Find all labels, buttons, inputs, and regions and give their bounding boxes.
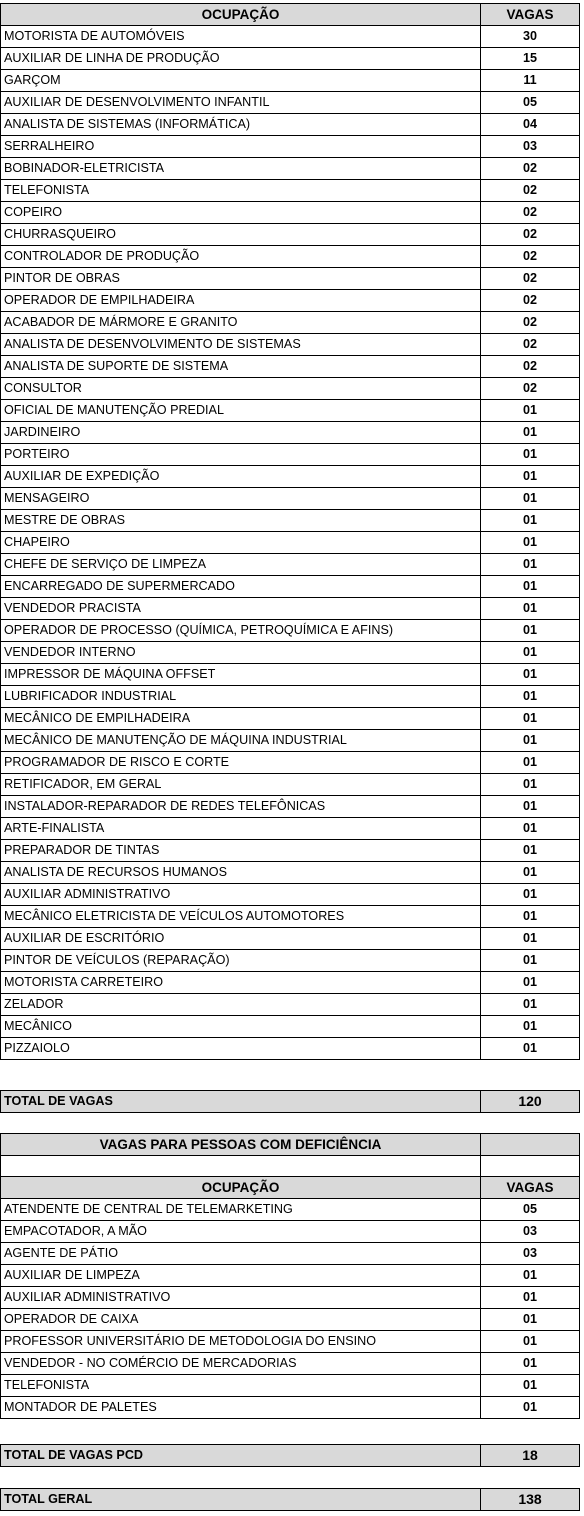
occupation-cell: MECÂNICO ELETRICISTA DE VEÍCULOS AUTOMOTORES	[1, 906, 481, 928]
vacancies-cell: 15	[481, 48, 580, 70]
vacancies-cell: 01	[481, 466, 580, 488]
occupation-cell: MECÂNICO	[1, 1016, 481, 1038]
table-row	[1, 664, 580, 686]
total-pcd-row	[1, 1445, 580, 1467]
table-row	[1, 246, 580, 268]
occupation-cell: PINTOR DE OBRAS	[1, 268, 481, 290]
vacancies-cell: 02	[481, 246, 580, 268]
occupation-cell: MOTORISTA CARRETEIRO	[1, 972, 481, 994]
vacancies-cell: 01	[481, 972, 580, 994]
vacancies-cell: 01	[481, 708, 580, 730]
table-row	[1, 972, 580, 994]
vacancies-cell: 02	[481, 158, 580, 180]
vacancies-cell: 01	[481, 422, 580, 444]
vacancies-cell: 01	[481, 620, 580, 642]
table-row	[1, 488, 580, 510]
occupation-cell: EMPACOTADOR, A MÃO	[1, 1221, 481, 1243]
table-row	[1, 884, 580, 906]
occupation-cell: AUXILIAR ADMINISTRATIVO	[1, 884, 481, 906]
vacancies-cell: 03	[481, 136, 580, 158]
occupation-cell: CHEFE DE SERVIÇO DE LIMPEZA	[1, 554, 481, 576]
occupation-cell: VENDEDOR PRACISTA	[1, 598, 481, 620]
occupation-cell: ANALISTA DE DESENVOLVIMENTO DE SISTEMAS	[1, 334, 481, 356]
vacancies-cell: 30	[481, 26, 580, 48]
table-row	[1, 532, 580, 554]
blank-cell	[481, 1156, 580, 1177]
occupation-cell: CONTROLADOR DE PRODUÇÃO	[1, 246, 481, 268]
vacancies-cell: 01	[481, 796, 580, 818]
occupation-cell: MONTADOR DE PALETES	[1, 1397, 481, 1419]
table-row	[1, 136, 580, 158]
table-row	[1, 444, 580, 466]
table-row	[1, 400, 580, 422]
occupation-cell: AUXILIAR DE EXPEDIÇÃO	[1, 466, 481, 488]
occupation-cell: OPERADOR DE CAIXA	[1, 1309, 481, 1331]
vacancies-cell: 02	[481, 312, 580, 334]
total-pcd-table	[0, 1444, 580, 1467]
table-row	[1, 1375, 580, 1397]
grand-total-value: 138	[481, 1489, 580, 1511]
vacancies-cell: 01	[481, 884, 580, 906]
table-row	[1, 290, 580, 312]
pcd-title-empty-cell	[481, 1134, 580, 1156]
pcd-blank-row	[1, 1156, 580, 1177]
vacancies-cell: 01	[481, 532, 580, 554]
occupation-cell: PIZZAIOLO	[1, 1038, 481, 1060]
table-row	[1, 752, 580, 774]
occupation-cell: ATENDENTE DE CENTRAL DE TELEMARKETING	[1, 1199, 481, 1221]
vacancies-cell: 01	[481, 1309, 580, 1331]
grand-total-table	[0, 1488, 580, 1511]
table-row	[1, 994, 580, 1016]
occupation-cell: ACABADOR DE MÁRMORE E GRANITO	[1, 312, 481, 334]
table-row	[1, 620, 580, 642]
pcd-vacancies-table	[0, 1133, 580, 1419]
occupation-cell: CHURRASQUEIRO	[1, 224, 481, 246]
table-header-row	[1, 4, 580, 26]
table-row	[1, 158, 580, 180]
occupation-cell: INSTALADOR-REPARADOR DE REDES TELEFÔNICAS	[1, 796, 481, 818]
occupation-cell: BOBINADOR-ELETRICISTA	[1, 158, 481, 180]
vacancies-cell: 01	[481, 642, 580, 664]
table-row	[1, 1243, 580, 1265]
occupation-cell: PROGRAMADOR DE RISCO E CORTE	[1, 752, 481, 774]
vacancies-cell: 01	[481, 752, 580, 774]
table-row	[1, 1353, 580, 1375]
occupation-cell: TELEFONISTA	[1, 180, 481, 202]
vacancies-cell: 01	[481, 774, 580, 796]
table-row	[1, 1038, 580, 1060]
vacancies-cell: 01	[481, 906, 580, 928]
vacancies-cell: 01	[481, 1287, 580, 1309]
table-row	[1, 1221, 580, 1243]
total-vacancies-row	[1, 1091, 580, 1113]
occupation-cell: SERRALHEIRO	[1, 136, 481, 158]
occupation-cell: OPERADOR DE EMPILHADEIRA	[1, 290, 481, 312]
vacancies-cell: 01	[481, 598, 580, 620]
vacancies-cell: 04	[481, 114, 580, 136]
vacancies-cell: 02	[481, 268, 580, 290]
occupation-cell: ARTE-FINALISTA	[1, 818, 481, 840]
table-row	[1, 906, 580, 928]
vacancies-cell: 01	[481, 510, 580, 532]
table-row	[1, 774, 580, 796]
vacancies-cell: 02	[481, 334, 580, 356]
occupation-cell: OFICIAL DE MANUTENÇÃO PREDIAL	[1, 400, 481, 422]
table-row	[1, 950, 580, 972]
total-vacancies-label: TOTAL DE VAGAS	[1, 1091, 481, 1113]
pcd-title: VAGAS PARA PESSOAS COM DEFICIÊNCIA	[1, 1134, 481, 1156]
table-row	[1, 598, 580, 620]
occupation-cell: OPERADOR DE PROCESSO (QUÍMICA, PETROQUÍMICA E AFINS)	[1, 620, 481, 642]
vacancies-cell: 01	[481, 400, 580, 422]
vacancies-cell: 01	[481, 1016, 580, 1038]
table-row	[1, 114, 580, 136]
occupation-cell: AUXILIAR DE DESENVOLVIMENTO INFANTIL	[1, 92, 481, 114]
vacancies-cell: 01	[481, 664, 580, 686]
vacancies-cell: 01	[481, 950, 580, 972]
occupation-cell: IMPRESSOR DE MÁQUINA OFFSET	[1, 664, 481, 686]
occupation-cell: AUXILIAR DE LINHA DE PRODUÇÃO	[1, 48, 481, 70]
table-row	[1, 356, 580, 378]
table-row	[1, 422, 580, 444]
table-row	[1, 928, 580, 950]
occupation-cell: ANALISTA DE SISTEMAS (INFORMÁTICA)	[1, 114, 481, 136]
occupation-cell: AGENTE DE PÁTIO	[1, 1243, 481, 1265]
occupation-cell: MOTORISTA DE AUTOMÓVEIS	[1, 26, 481, 48]
table-row	[1, 466, 580, 488]
vacancies-cell: 01	[481, 554, 580, 576]
occupation-cell: VENDEDOR - NO COMÉRCIO DE MERCADORIAS	[1, 1353, 481, 1375]
table-row	[1, 202, 580, 224]
table-row	[1, 862, 580, 884]
vacancies-cell: 01	[481, 444, 580, 466]
vacancies-cell: 01	[481, 818, 580, 840]
table-row	[1, 818, 580, 840]
occupation-cell: CHAPEIRO	[1, 532, 481, 554]
table-row	[1, 224, 580, 246]
total-pcd-label: TOTAL DE VAGAS PCD	[1, 1445, 481, 1467]
occupation-cell: VENDEDOR INTERNO	[1, 642, 481, 664]
occupation-cell: ANALISTA DE SUPORTE DE SISTEMA	[1, 356, 481, 378]
vacancies-table	[0, 3, 580, 1060]
table-row	[1, 48, 580, 70]
vacancies-cell: 02	[481, 224, 580, 246]
table-row	[1, 334, 580, 356]
occupation-cell: MECÂNICO DE MANUTENÇÃO DE MÁQUINA INDUSTRIAL	[1, 730, 481, 752]
vacancies-cell: 01	[481, 1397, 580, 1419]
vacancies-cell: 03	[481, 1243, 580, 1265]
vacancies-cell: 02	[481, 290, 580, 312]
table-row	[1, 1287, 580, 1309]
vacancies-cell: 02	[481, 378, 580, 400]
occupation-cell: AUXILIAR ADMINISTRATIVO	[1, 1287, 481, 1309]
table-row	[1, 1199, 580, 1221]
occupation-cell: ZELADOR	[1, 994, 481, 1016]
table-row	[1, 378, 580, 400]
occupation-cell: PREPARADOR DE TINTAS	[1, 840, 481, 862]
vacancies-cell: 02	[481, 356, 580, 378]
occupation-cell: PORTEIRO	[1, 444, 481, 466]
occupation-cell: TELEFONISTA	[1, 1375, 481, 1397]
vacancies-cell: 01	[481, 862, 580, 884]
vacancies-cell: 02	[481, 202, 580, 224]
total-vacancies-value: 120	[481, 1091, 580, 1113]
occupation-cell: AUXILIAR DE LIMPEZA	[1, 1265, 481, 1287]
occupation-cell: LUBRIFICADOR INDUSTRIAL	[1, 686, 481, 708]
occupation-cell: MESTRE DE OBRAS	[1, 510, 481, 532]
table-row	[1, 1016, 580, 1038]
vacancies-cell: 01	[481, 686, 580, 708]
vacancies-cell: 01	[481, 488, 580, 510]
table-row	[1, 1309, 580, 1331]
vacancies-cell: 01	[481, 1265, 580, 1287]
vacancies-cell: 01	[481, 730, 580, 752]
table-row	[1, 312, 580, 334]
table-row	[1, 1397, 580, 1419]
vacancies-cell: 05	[481, 1199, 580, 1221]
pcd-title-row	[1, 1134, 580, 1156]
occupation-cell: RETIFICADOR, EM GERAL	[1, 774, 481, 796]
grand-total-label: TOTAL GERAL	[1, 1489, 481, 1511]
vacancies-column-header: VAGAS	[481, 4, 580, 26]
vacancies-cell: 01	[481, 576, 580, 598]
table-row	[1, 180, 580, 202]
occupation-column-header: OCUPAÇÃO	[1, 4, 481, 26]
table-row	[1, 1331, 580, 1353]
table-row	[1, 796, 580, 818]
blank-cell	[1, 1156, 481, 1177]
occupation-cell: MECÂNICO DE EMPILHADEIRA	[1, 708, 481, 730]
table-row	[1, 686, 580, 708]
table-row	[1, 510, 580, 532]
vacancies-cell: 01	[481, 994, 580, 1016]
occupation-cell: JARDINEIRO	[1, 422, 481, 444]
occupation-cell: AUXILIAR DE ESCRITÓRIO	[1, 928, 481, 950]
occupation-cell: ANALISTA DE RECURSOS HUMANOS	[1, 862, 481, 884]
table-row	[1, 840, 580, 862]
vacancies-cell: 01	[481, 840, 580, 862]
pcd-header-row	[1, 1177, 580, 1199]
table-row	[1, 642, 580, 664]
grand-total-row	[1, 1489, 580, 1511]
pcd-occupation-column-header: OCUPAÇÃO	[1, 1177, 481, 1199]
table-row	[1, 708, 580, 730]
vacancies-cell: 01	[481, 1353, 580, 1375]
occupation-cell: COPEIRO	[1, 202, 481, 224]
table-row	[1, 26, 580, 48]
occupation-cell: MENSAGEIRO	[1, 488, 481, 510]
vacancies-cell: 11	[481, 70, 580, 92]
occupation-cell: ENCARREGADO DE SUPERMERCADO	[1, 576, 481, 598]
total-pcd-value: 18	[481, 1445, 580, 1467]
table-row	[1, 730, 580, 752]
occupation-cell: PINTOR DE VEÍCULOS (REPARAÇÃO)	[1, 950, 481, 972]
occupation-cell: GARÇOM	[1, 70, 481, 92]
vacancies-cell: 05	[481, 92, 580, 114]
table-row	[1, 1265, 580, 1287]
occupation-cell: PROFESSOR UNIVERSITÁRIO DE METODOLOGIA DO ENSINO	[1, 1331, 481, 1353]
vacancies-cell: 01	[481, 928, 580, 950]
table-row	[1, 92, 580, 114]
table-row	[1, 268, 580, 290]
vacancies-cell: 01	[481, 1331, 580, 1353]
vacancies-cell: 03	[481, 1221, 580, 1243]
occupation-cell: CONSULTOR	[1, 378, 481, 400]
pcd-vacancies-column-header: VAGAS	[481, 1177, 580, 1199]
vacancies-cell: 02	[481, 180, 580, 202]
total-vacancies-table	[0, 1090, 580, 1113]
table-row	[1, 576, 580, 598]
vacancies-cell: 01	[481, 1375, 580, 1397]
table-row	[1, 554, 580, 576]
table-row	[1, 70, 580, 92]
vacancies-cell: 01	[481, 1038, 580, 1060]
